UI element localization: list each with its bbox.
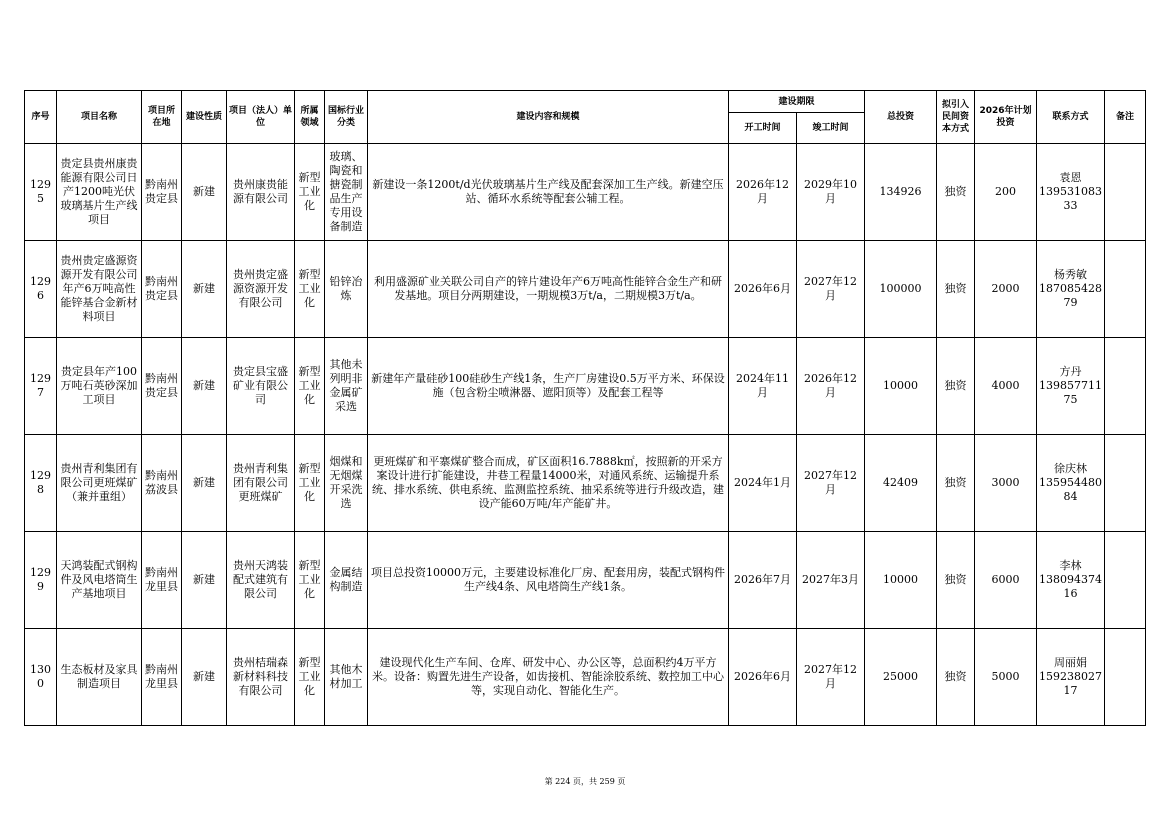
cell-remark [1105,532,1146,629]
cell-capital-mode: 独资 [937,241,975,338]
cell-investment: 10000 [865,338,937,435]
cell-unit: 贵州青利集团有限公司更班煤矿 [227,435,295,532]
cell-content: 项目总投资10000万元，主要建设标准化厂房、配套用房，装配式钢构件生产线4条、风电塔筒生产线1条。 [368,532,729,629]
cell-remark [1105,241,1146,338]
header-start: 开工时间 [729,113,797,144]
table-row [25,241,1146,338]
cell-plan2026: 200 [975,144,1037,241]
header-industry: 国标行业分类 [325,91,368,144]
cell-capital-mode: 独资 [937,338,975,435]
cell-plan2026: 4000 [975,338,1037,435]
cell-start: 2026年6月 [729,629,797,726]
project-table [24,90,1146,726]
cell-end: 2027年12月 [797,435,865,532]
cell-content: 利用盛源矿业关联公司自产的锌片建设年产6万吨高性能锌合金生产和研发基地。项目分两期建设，一期规模3万t/a，二期规模3万t/a。 [368,241,729,338]
header-location: 项目所在地 [142,91,182,144]
cell-location: 黔南州龙里县 [142,532,182,629]
cell-start: 2024年1月 [729,435,797,532]
table-row [25,144,1146,241]
cell-industry: 铅锌冶炼 [325,241,368,338]
cell-location: 黔南州贵定县 [142,338,182,435]
cell-field: 新型工业化 [295,629,325,726]
cell-nature: 新建 [182,241,227,338]
cell-unit: 贵州天鸿装配式建筑有限公司 [227,532,295,629]
cell-start: 2026年12月 [729,144,797,241]
header-content: 建设内容和规模 [368,91,729,144]
header-capital-mode: 拟引入民间资本方式 [937,91,975,144]
cell-field: 新型工业化 [295,241,325,338]
cell-location: 黔南州荔波县 [142,435,182,532]
table-header-row [25,91,1146,113]
contact-name: 李林 [1059,559,1082,572]
cell-location: 黔南州贵定县 [142,241,182,338]
cell-remark [1105,338,1146,435]
cell-plan2026: 5000 [975,629,1037,726]
cell-nature: 新建 [182,629,227,726]
cell-investment: 10000 [865,532,937,629]
cell-investment: 25000 [865,629,937,726]
cell-unit: 贵州康贵能源有限公司 [227,144,295,241]
cell-nature: 新建 [182,532,227,629]
header-remark: 备注 [1105,91,1146,144]
cell-contact [1037,144,1105,241]
cell-nature: 新建 [182,435,227,532]
cell-unit: 贵州桔瑞森新材料科技有限公司 [227,629,295,726]
cell-plan2026: 6000 [975,532,1037,629]
cell-industry: 其他木材加工 [325,629,368,726]
cell-seq: 1300 [25,629,57,726]
cell-location: 黔南州贵定县 [142,144,182,241]
cell-name: 生态板材及家具制造项目 [57,629,142,726]
cell-capital-mode: 独资 [937,435,975,532]
contact-phone: 13809437416 [1039,573,1103,600]
contact-name: 周丽娟 [1054,656,1088,669]
cell-capital-mode: 独资 [937,532,975,629]
table-row [25,532,1146,629]
cell-field: 新型工业化 [295,532,325,629]
cell-plan2026: 3000 [975,435,1037,532]
cell-field: 新型工业化 [295,144,325,241]
page-footer: 第 224 页，共 259 页 [544,777,626,786]
contact-name: 袁恩 [1059,171,1082,184]
cell-end: 2029年10月 [797,144,865,241]
cell-field: 新型工业化 [295,435,325,532]
cell-seq: 1296 [25,241,57,338]
cell-contact [1037,532,1105,629]
cell-capital-mode: 独资 [937,144,975,241]
cell-industry: 其他未列明非金属矿采选 [325,338,368,435]
table-row [25,629,1146,726]
cell-investment: 100000 [865,241,937,338]
cell-content: 更班煤矿和平寨煤矿整合而成，矿区面积16.7888k㎡，按照新的开采方案设计进行扩能建设，井巷工程量14000米，对通风系统、运输提升系统、排水系统、供电系统、监测监控系统、抽采系统等进行升级改造，建设产能60万吨/年产能矿井。 [368,435,729,532]
cell-remark [1105,435,1146,532]
cell-industry: 烟煤和无烟煤开采洗选 [325,435,368,532]
header-seq: 序号 [25,91,57,144]
cell-content: 新建年产量硅砂100硅砂生产线1条，生产厂房建设0.5万平方米、环保设施（包含粉尘喷淋器、遮阳顶等）及配套工程等 [368,338,729,435]
cell-contact [1037,241,1105,338]
cell-investment: 134926 [865,144,937,241]
cell-contact [1037,338,1105,435]
cell-remark [1105,144,1146,241]
contact-phone: 13953108333 [1039,185,1103,212]
table-row [25,435,1146,532]
cell-seq: 1295 [25,144,57,241]
project-table-sheet [24,90,1144,726]
cell-capital-mode: 独资 [937,629,975,726]
header-name: 项目名称 [57,91,142,144]
cell-field: 新型工业化 [295,338,325,435]
cell-end: 2026年12月 [797,338,865,435]
cell-name: 贵定县年产100万吨石英砂深加工项目 [57,338,142,435]
cell-name: 贵州青利集团有限公司更班煤矿（兼并重组） [57,435,142,532]
cell-name: 贵定县贵州康贵能源有限公司日产1200吨光伏玻璃基片生产线项目 [57,144,142,241]
contact-phone: 13985771175 [1039,379,1103,406]
cell-unit: 贵州贵定盛源资源开发有限公司 [227,241,295,338]
cell-name: 天鸿装配式钢构件及风电塔筒生产基地项目 [57,532,142,629]
cell-end: 2027年12月 [797,629,865,726]
contact-phone: 13595448084 [1039,476,1103,503]
cell-nature: 新建 [182,144,227,241]
cell-name: 贵州贵定盛源资源开发有限公司年产6万吨高性能锌基合金新材料项目 [57,241,142,338]
table-row [25,338,1146,435]
contact-name: 方丹 [1059,365,1082,378]
cell-start: 2024年11月 [729,338,797,435]
cell-seq: 1298 [25,435,57,532]
cell-contact [1037,435,1105,532]
cell-content: 建设现代化生产车间、仓库、研发中心、办公区等，总面积约4万平方米。设备：购置先进生产设备，如齿接机、智能涂胶系统、数控加工中心等，实现自动化、智能化生产。 [368,629,729,726]
cell-content: 新建设一条1200t/d光伏玻璃基片生产线及配套深加工生产线。新建空压站、循环水系统等配套公辅工程。 [368,144,729,241]
cell-start: 2026年7月 [729,532,797,629]
cell-nature: 新建 [182,338,227,435]
cell-location: 黔南州龙里县 [142,629,182,726]
header-unit: 项目（法人）单位 [227,91,295,144]
cell-end: 2027年3月 [797,532,865,629]
cell-industry: 金属结构制造 [325,532,368,629]
cell-start: 2026年6月 [729,241,797,338]
cell-seq: 1299 [25,532,57,629]
cell-industry: 玻璃、陶瓷和搪瓷制品生产专用设备制造 [325,144,368,241]
contact-phone: 15923802717 [1039,670,1103,697]
cell-investment: 42409 [865,435,937,532]
contact-name: 徐庆林 [1054,462,1088,475]
header-plan2026: 2026年计划投资 [975,91,1037,144]
contact-phone: 18708542879 [1039,282,1103,309]
header-field: 所属领域 [295,91,325,144]
contact-name: 杨秀敏 [1054,268,1088,281]
cell-plan2026: 2000 [975,241,1037,338]
header-contact: 联系方式 [1037,91,1105,144]
cell-end: 2027年12月 [797,241,865,338]
header-period: 建设期限 [729,91,865,113]
cell-seq: 1297 [25,338,57,435]
header-nature: 建设性质 [182,91,227,144]
cell-unit: 贵定县宝盛矿业有限公司 [227,338,295,435]
header-end: 竣工时间 [797,113,865,144]
cell-contact [1037,629,1105,726]
cell-remark [1105,629,1146,726]
table-body [25,144,1146,726]
header-investment: 总投资 [865,91,937,144]
